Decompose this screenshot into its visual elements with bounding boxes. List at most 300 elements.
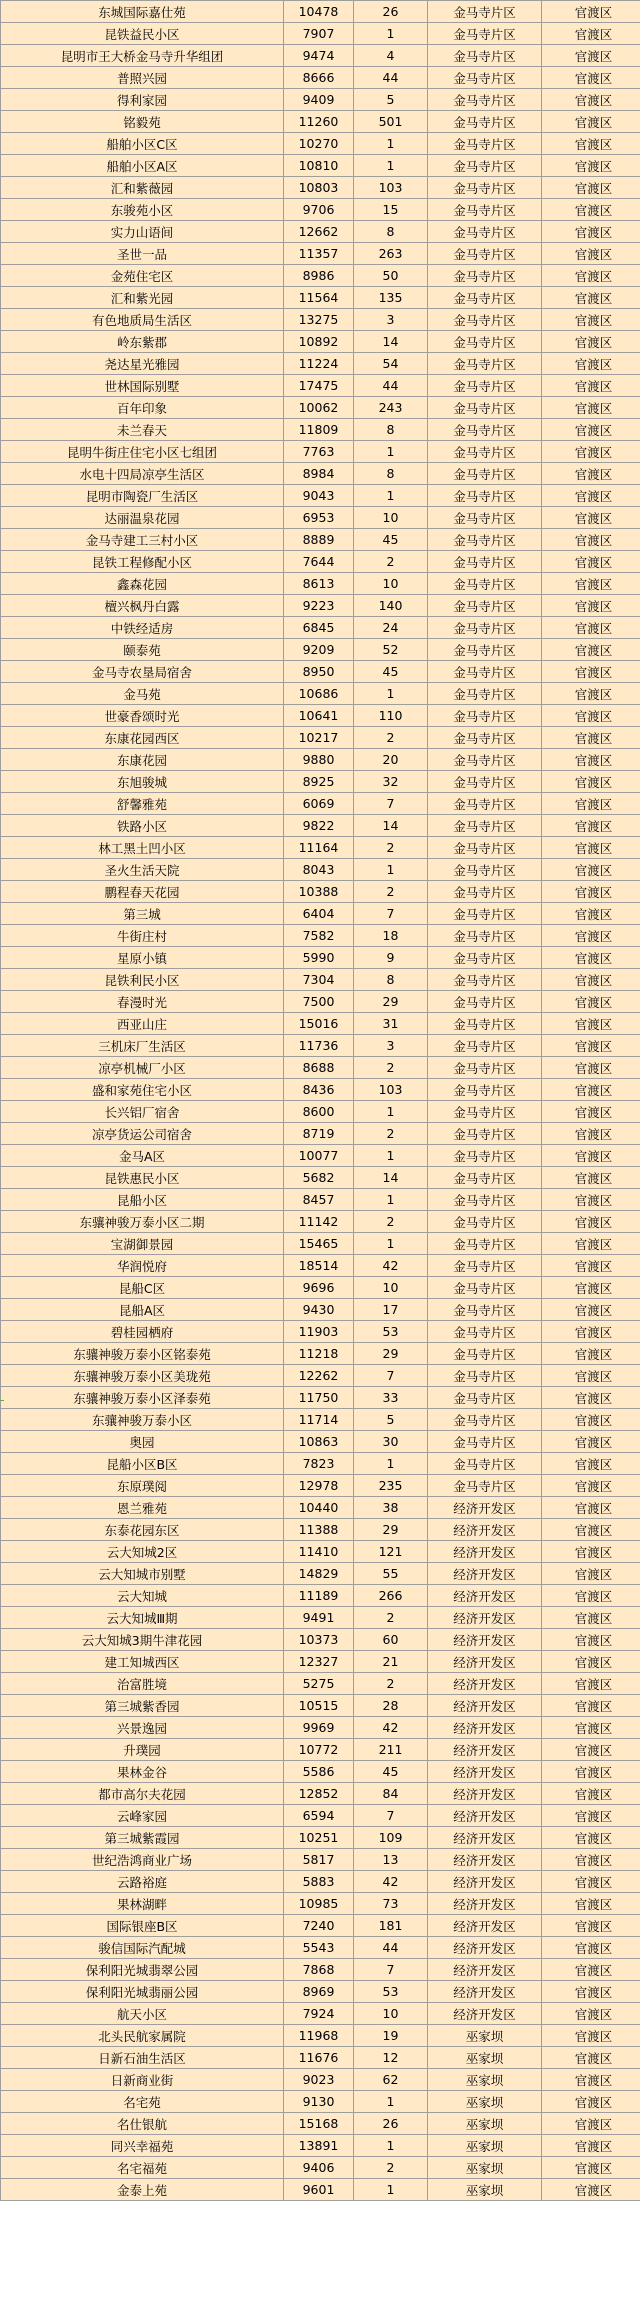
area-cell: 经济开发区 — [428, 1893, 542, 1915]
community-name-cell: 东泰花园东区 — [1, 1519, 284, 1541]
community-name-cell: 汇和紫光园 — [1, 287, 284, 309]
area-cell: 经济开发区 — [428, 1981, 542, 2003]
price-cell: 5883 — [284, 1871, 354, 1893]
district-cell: 官渡区 — [542, 1607, 640, 1629]
area-cell: 金马寺片区 — [428, 45, 542, 67]
price-cell: 8984 — [284, 463, 354, 485]
area-cell: 金马寺片区 — [428, 177, 542, 199]
area-cell: 金马寺片区 — [428, 23, 542, 45]
area-cell: 金马寺片区 — [428, 1101, 542, 1123]
table-row — [1, 1211, 640, 1233]
price-cell: 15168 — [284, 2113, 354, 2135]
listing-count-cell: 29 — [354, 1343, 428, 1365]
table-row — [1, 1519, 640, 1541]
district-cell: 官渡区 — [542, 1277, 640, 1299]
district-cell: 官渡区 — [542, 1827, 640, 1849]
area-cell: 经济开发区 — [428, 1519, 542, 1541]
district-cell: 官渡区 — [542, 353, 640, 375]
listing-count-cell: 10 — [354, 573, 428, 595]
district-cell: 官渡区 — [542, 1651, 640, 1673]
table-row — [1, 1255, 640, 1277]
community-name-cell: 东骧神骏万泰小区二期 — [1, 1211, 284, 1233]
listing-count-cell: 1 — [354, 2179, 428, 2201]
table-row — [1, 155, 640, 177]
table-row — [1, 1761, 640, 1783]
price-cell: 11164 — [284, 837, 354, 859]
listing-count-cell: 53 — [354, 1981, 428, 2003]
community-name-cell: 航天小区 — [1, 2003, 284, 2025]
listing-count-cell: 3 — [354, 1035, 428, 1057]
community-name-cell: 金苑住宅区 — [1, 265, 284, 287]
listing-count-cell: 44 — [354, 375, 428, 397]
district-cell: 官渡区 — [542, 1893, 640, 1915]
district-cell: 官渡区 — [542, 309, 640, 331]
community-name-cell: 达丽温泉花园 — [1, 507, 284, 529]
price-cell: 9696 — [284, 1277, 354, 1299]
table-row — [1, 331, 640, 353]
listing-count-cell: 1 — [354, 683, 428, 705]
community-name-cell: 鑫森花园 — [1, 573, 284, 595]
district-cell: 官渡区 — [542, 837, 640, 859]
listing-count-cell: 20 — [354, 749, 428, 771]
community-name-cell: 国际银座B区 — [1, 1915, 284, 1937]
area-cell: 金马寺片区 — [428, 1, 542, 23]
area-cell: 巫家坝 — [428, 2047, 542, 2069]
table-row — [1, 1387, 640, 1409]
listing-count-cell: 29 — [354, 1519, 428, 1541]
community-name-cell: 金马寺建工三村小区 — [1, 529, 284, 551]
listing-count-cell: 44 — [354, 1937, 428, 1959]
price-cell: 11736 — [284, 1035, 354, 1057]
price-cell: 12852 — [284, 1783, 354, 1805]
price-cell: 14829 — [284, 1563, 354, 1585]
community-name-cell: 昆铁利民小区 — [1, 969, 284, 991]
listing-count-cell: 7 — [354, 793, 428, 815]
district-cell: 官渡区 — [542, 2179, 640, 2201]
price-cell: 10270 — [284, 133, 354, 155]
area-cell: 金马寺片区 — [428, 1277, 542, 1299]
area-cell: 经济开发区 — [428, 1585, 542, 1607]
community-name-cell: 东原璞阅 — [1, 1475, 284, 1497]
district-cell: 官渡区 — [542, 705, 640, 727]
community-name-cell: 第三城紫霞园 — [1, 1827, 284, 1849]
district-cell: 官渡区 — [542, 1849, 640, 1871]
price-cell: 10863 — [284, 1431, 354, 1453]
table-row — [1, 243, 640, 265]
listing-count-cell: 103 — [354, 177, 428, 199]
community-name-cell: 林工黑土凹小区 — [1, 837, 284, 859]
district-cell: 官渡区 — [542, 1761, 640, 1783]
price-cell: 6069 — [284, 793, 354, 815]
listing-count-cell: 7 — [354, 903, 428, 925]
listing-count-cell: 2 — [354, 727, 428, 749]
community-name-cell: 华润悦府 — [1, 1255, 284, 1277]
district-cell: 官渡区 — [542, 1211, 640, 1233]
listing-count-cell: 2 — [354, 551, 428, 573]
community-name-cell: 名仕银航 — [1, 2113, 284, 2135]
area-cell: 金马寺片区 — [428, 947, 542, 969]
community-name-cell: 世林国际别墅 — [1, 375, 284, 397]
community-name-cell: 宝湖御景园 — [1, 1233, 284, 1255]
district-cell: 官渡区 — [542, 485, 640, 507]
listing-count-cell: 263 — [354, 243, 428, 265]
price-cell: 8719 — [284, 1123, 354, 1145]
price-cell: 7823 — [284, 1453, 354, 1475]
listing-count-cell: 7 — [354, 1959, 428, 1981]
table-row — [1, 199, 640, 221]
area-cell: 金马寺片区 — [428, 133, 542, 155]
district-cell: 官渡区 — [542, 1365, 640, 1387]
listing-count-cell: 3 — [354, 309, 428, 331]
area-cell: 金马寺片区 — [428, 1343, 542, 1365]
table-row — [1, 793, 640, 815]
table-row — [1, 2113, 640, 2135]
area-cell: 经济开发区 — [428, 1629, 542, 1651]
community-name-cell: 昆铁益民小区 — [1, 23, 284, 45]
area-cell: 经济开发区 — [428, 1937, 542, 1959]
community-name-cell: 东骧神骏万泰小区铭泰苑 — [1, 1343, 284, 1365]
price-cell: 10641 — [284, 705, 354, 727]
community-name-cell: 第三城 — [1, 903, 284, 925]
district-cell: 官渡区 — [542, 199, 640, 221]
district-cell: 官渡区 — [542, 1409, 640, 1431]
price-cell: 15465 — [284, 1233, 354, 1255]
district-cell: 官渡区 — [542, 397, 640, 419]
district-cell: 官渡区 — [542, 1387, 640, 1409]
area-cell: 巫家坝 — [428, 2025, 542, 2047]
listing-count-cell: 10 — [354, 2003, 428, 2025]
area-cell: 巫家坝 — [428, 2113, 542, 2135]
area-cell: 金马寺片区 — [428, 441, 542, 463]
listing-count-cell: 54 — [354, 353, 428, 375]
community-name-cell: 昆铁惠民小区 — [1, 1167, 284, 1189]
area-cell: 金马寺片区 — [428, 969, 542, 991]
listing-count-cell: 21 — [354, 1651, 428, 1673]
listing-count-cell: 1 — [354, 1453, 428, 1475]
price-cell: 9601 — [284, 2179, 354, 2201]
listing-count-cell: 8 — [354, 969, 428, 991]
district-cell: 官渡区 — [542, 2135, 640, 2157]
price-cell: 13275 — [284, 309, 354, 331]
price-cell: 11410 — [284, 1541, 354, 1563]
district-cell: 官渡区 — [542, 551, 640, 573]
table-row — [1, 1145, 640, 1167]
listing-count-cell: 103 — [354, 1079, 428, 1101]
area-cell: 经济开发区 — [428, 1717, 542, 1739]
listing-count-cell: 8 — [354, 221, 428, 243]
table-row — [1, 1541, 640, 1563]
price-cell: 8889 — [284, 529, 354, 551]
price-cell: 5682 — [284, 1167, 354, 1189]
price-cell: 7304 — [284, 969, 354, 991]
community-name-cell: 星原小镇 — [1, 947, 284, 969]
community-name-cell: 水电十四局凉亭生活区 — [1, 463, 284, 485]
price-cell: 8600 — [284, 1101, 354, 1123]
table-row — [1, 1101, 640, 1123]
listing-count-cell: 211 — [354, 1739, 428, 1761]
price-cell: 15016 — [284, 1013, 354, 1035]
listing-count-cell: 1 — [354, 1145, 428, 1167]
table-row — [1, 551, 640, 573]
table-row — [1, 1651, 640, 1673]
price-cell: 11260 — [284, 111, 354, 133]
table-row — [1, 133, 640, 155]
area-cell: 金马寺片区 — [428, 1387, 542, 1409]
table-row — [1, 1013, 640, 1035]
district-cell: 官渡区 — [542, 507, 640, 529]
table-row — [1, 991, 640, 1013]
district-cell: 官渡区 — [542, 221, 640, 243]
community-name-cell: 第三城紫香园 — [1, 1695, 284, 1717]
table-row — [1, 1123, 640, 1145]
table-row — [1, 1585, 640, 1607]
table-row — [1, 573, 640, 595]
price-cell: 11968 — [284, 2025, 354, 2047]
area-cell: 经济开发区 — [428, 1849, 542, 1871]
district-cell: 官渡区 — [542, 1497, 640, 1519]
table-row — [1, 1673, 640, 1695]
area-cell: 金马寺片区 — [428, 1453, 542, 1475]
price-cell: 10077 — [284, 1145, 354, 1167]
area-cell: 金马寺片区 — [428, 1189, 542, 1211]
table-row — [1, 441, 640, 463]
price-cell: 12262 — [284, 1365, 354, 1387]
district-cell: 官渡区 — [542, 243, 640, 265]
area-cell: 金马寺片区 — [428, 595, 542, 617]
price-cell: 10772 — [284, 1739, 354, 1761]
area-cell: 金马寺片区 — [428, 1079, 542, 1101]
listing-count-cell: 42 — [354, 1717, 428, 1739]
community-name-cell: 鹏程春天花园 — [1, 881, 284, 903]
table-row — [1, 771, 640, 793]
district-cell: 官渡区 — [542, 969, 640, 991]
table-row — [1, 1233, 640, 1255]
price-cell: 9023 — [284, 2069, 354, 2091]
price-cell: 9430 — [284, 1299, 354, 1321]
listing-count-cell: 5 — [354, 89, 428, 111]
district-cell: 官渡区 — [542, 881, 640, 903]
community-name-cell: 世豪香颂时光 — [1, 705, 284, 727]
listing-count-cell: 38 — [354, 1497, 428, 1519]
community-name-cell: 昆船小区 — [1, 1189, 284, 1211]
community-name-cell: 东骧神骏万泰小区美珑苑 — [1, 1365, 284, 1387]
area-cell: 金马寺片区 — [428, 397, 542, 419]
community-name-cell: 奥园 — [1, 1431, 284, 1453]
price-cell: 9880 — [284, 749, 354, 771]
district-cell: 官渡区 — [542, 639, 640, 661]
listing-count-cell: 140 — [354, 595, 428, 617]
listing-count-cell: 84 — [354, 1783, 428, 1805]
price-cell: 8969 — [284, 1981, 354, 2003]
area-cell: 金马寺片区 — [428, 1321, 542, 1343]
table-row — [1, 1321, 640, 1343]
community-name-cell: 船舶小区C区 — [1, 133, 284, 155]
price-cell: 7907 — [284, 23, 354, 45]
price-cell: 11357 — [284, 243, 354, 265]
listing-count-cell: 73 — [354, 1893, 428, 1915]
district-cell: 官渡区 — [542, 133, 640, 155]
area-cell: 金马寺片区 — [428, 1299, 542, 1321]
community-name-cell: 骏信国际汽配城 — [1, 1937, 284, 1959]
price-cell: 9409 — [284, 89, 354, 111]
area-cell: 金马寺片区 — [428, 1123, 542, 1145]
price-cell: 5817 — [284, 1849, 354, 1871]
price-cell: 11142 — [284, 1211, 354, 1233]
listing-count-cell: 13 — [354, 1849, 428, 1871]
community-name-cell: 云大知城2区 — [1, 1541, 284, 1563]
price-cell: 10892 — [284, 331, 354, 353]
table-row — [1, 1409, 640, 1431]
listing-count-cell: 110 — [354, 705, 428, 727]
community-name-cell: 金泰上苑 — [1, 2179, 284, 2201]
district-cell: 官渡区 — [542, 1, 640, 23]
community-name-cell: 东旭骏城 — [1, 771, 284, 793]
district-cell: 官渡区 — [542, 23, 640, 45]
table-row — [1, 485, 640, 507]
table-row — [1, 1849, 640, 1871]
area-cell: 金马寺片区 — [428, 375, 542, 397]
table-row — [1, 1893, 640, 1915]
area-cell: 金马寺片区 — [428, 1013, 542, 1035]
community-name-cell: 升璞园 — [1, 1739, 284, 1761]
listing-count-cell: 26 — [354, 2113, 428, 2135]
listing-count-cell: 5 — [354, 1409, 428, 1431]
community-name-cell: 船舶小区A区 — [1, 155, 284, 177]
area-cell: 金马寺片区 — [428, 243, 542, 265]
district-cell: 官渡区 — [542, 903, 640, 925]
district-cell: 官渡区 — [542, 2069, 640, 2091]
community-name-cell: 铁路小区 — [1, 815, 284, 837]
community-name-cell: 云大知城 — [1, 1585, 284, 1607]
area-cell: 巫家坝 — [428, 2135, 542, 2157]
price-cell: 7644 — [284, 551, 354, 573]
community-name-cell: 云峰家园 — [1, 1805, 284, 1827]
community-name-cell: 有色地质局生活区 — [1, 309, 284, 331]
community-name-cell: 得利家园 — [1, 89, 284, 111]
area-cell: 巫家坝 — [428, 2179, 542, 2201]
table-row — [1, 2003, 640, 2025]
community-name-cell: 日新石油生活区 — [1, 2047, 284, 2069]
community-name-cell: 名宅苑 — [1, 2091, 284, 2113]
area-cell: 金马寺片区 — [428, 815, 542, 837]
listing-count-cell: 28 — [354, 1695, 428, 1717]
area-cell: 金马寺片区 — [428, 67, 542, 89]
price-cell: 11809 — [284, 419, 354, 441]
listing-count-cell: 14 — [354, 331, 428, 353]
listing-count-cell: 60 — [354, 1629, 428, 1651]
price-cell: 7500 — [284, 991, 354, 1013]
area-cell: 金马寺片区 — [428, 551, 542, 573]
listing-count-cell: 1 — [354, 1101, 428, 1123]
price-cell: 11388 — [284, 1519, 354, 1541]
listing-count-cell: 501 — [354, 111, 428, 133]
community-name-cell: 未兰春天 — [1, 419, 284, 441]
price-cell: 11564 — [284, 287, 354, 309]
community-name-cell: 东骧神骏万泰小区泽泰苑 — [1, 1387, 284, 1409]
area-cell: 金马寺片区 — [428, 309, 542, 331]
community-name-cell: 昆船C区 — [1, 1277, 284, 1299]
listing-count-cell: 1 — [354, 1233, 428, 1255]
district-cell: 官渡区 — [542, 1057, 640, 1079]
price-cell: 5990 — [284, 947, 354, 969]
community-name-cell: 保利阳光城翡丽公园 — [1, 1981, 284, 2003]
community-name-cell: 凉亭机械厂小区 — [1, 1057, 284, 1079]
district-cell: 官渡区 — [542, 441, 640, 463]
district-cell: 官渡区 — [542, 771, 640, 793]
listing-count-cell: 33 — [354, 1387, 428, 1409]
community-name-cell: 云大知城市别墅 — [1, 1563, 284, 1585]
price-cell: 10686 — [284, 683, 354, 705]
listing-count-cell: 2 — [354, 1123, 428, 1145]
area-cell: 金马寺片区 — [428, 1167, 542, 1189]
community-name-cell: 兴景逸园 — [1, 1717, 284, 1739]
table-row — [1, 177, 640, 199]
area-cell: 金马寺片区 — [428, 705, 542, 727]
listing-count-cell: 2 — [354, 1211, 428, 1233]
price-cell: 11750 — [284, 1387, 354, 1409]
district-cell: 官渡区 — [542, 1123, 640, 1145]
listing-count-cell: 121 — [354, 1541, 428, 1563]
price-cell: 11189 — [284, 1585, 354, 1607]
district-cell: 官渡区 — [542, 1145, 640, 1167]
listing-count-cell: 235 — [354, 1475, 428, 1497]
district-cell: 官渡区 — [542, 947, 640, 969]
area-cell: 金马寺片区 — [428, 199, 542, 221]
area-cell: 金马寺片区 — [428, 485, 542, 507]
area-cell: 金马寺片区 — [428, 1255, 542, 1277]
table-row — [1, 1431, 640, 1453]
table-row — [1, 67, 640, 89]
sheet-edge-marker — [0, 1400, 4, 1401]
listing-count-cell: 17 — [354, 1299, 428, 1321]
area-cell: 金马寺片区 — [428, 639, 542, 661]
district-cell: 官渡区 — [542, 1695, 640, 1717]
district-cell: 官渡区 — [542, 2047, 640, 2069]
district-cell: 官渡区 — [542, 1101, 640, 1123]
table-row — [1, 2091, 640, 2113]
price-cell: 8457 — [284, 1189, 354, 1211]
district-cell: 官渡区 — [542, 2025, 640, 2047]
listing-count-cell: 50 — [354, 265, 428, 287]
table-row — [1, 837, 640, 859]
table-row — [1, 1299, 640, 1321]
district-cell: 官渡区 — [542, 925, 640, 947]
district-cell: 官渡区 — [542, 1937, 640, 1959]
listing-count-cell: 10 — [354, 1277, 428, 1299]
table-row — [1, 2135, 640, 2157]
price-cell: 8986 — [284, 265, 354, 287]
area-cell: 金马寺片区 — [428, 661, 542, 683]
table-row — [1, 1607, 640, 1629]
listing-count-cell: 2 — [354, 1673, 428, 1695]
district-cell: 官渡区 — [542, 1013, 640, 1035]
price-cell: 8688 — [284, 1057, 354, 1079]
listing-count-cell: 7 — [354, 1805, 428, 1827]
price-cell: 11714 — [284, 1409, 354, 1431]
table-row — [1, 1167, 640, 1189]
district-cell: 官渡区 — [542, 749, 640, 771]
table-row — [1, 265, 640, 287]
community-name-cell: 昆铁工程修配小区 — [1, 551, 284, 573]
table-row — [1, 595, 640, 617]
listing-count-cell: 26 — [354, 1, 428, 23]
area-cell: 经济开发区 — [428, 1871, 542, 1893]
community-name-cell: 春漫时光 — [1, 991, 284, 1013]
listing-count-cell: 1 — [354, 23, 428, 45]
area-cell: 金马寺片区 — [428, 463, 542, 485]
area-cell: 金马寺片区 — [428, 573, 542, 595]
table-row — [1, 1277, 640, 1299]
